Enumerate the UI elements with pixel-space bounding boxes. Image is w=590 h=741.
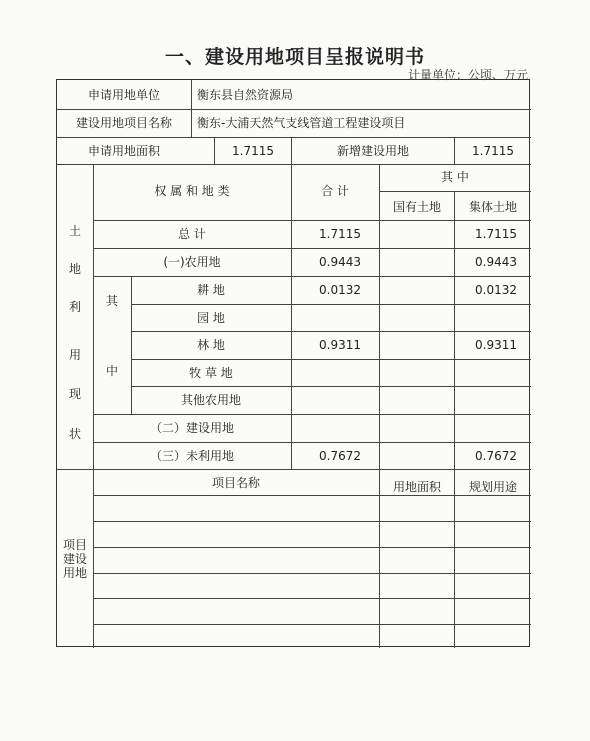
row-label: 林 地 <box>197 338 225 352</box>
row-line <box>131 331 531 332</box>
applicant-value: 衡东县自然资源局 <box>197 88 294 102</box>
row-line <box>93 573 531 574</box>
row-label: (一)农用地 <box>163 255 221 269</box>
row-line <box>93 276 531 277</box>
row-line <box>131 386 531 387</box>
row-line <box>131 304 531 305</box>
col-line <box>191 80 192 137</box>
col-line <box>131 276 132 414</box>
header-of-which: 其 中 <box>441 170 469 184</box>
col-line <box>454 137 455 164</box>
row-line <box>93 414 531 415</box>
header-total: 合 计 <box>321 184 349 198</box>
side-char: 土 <box>68 224 81 238</box>
row-label: 牧 草 地 <box>189 366 233 380</box>
side-char: 现 <box>68 387 81 401</box>
new-land-value: 1.7115 <box>472 144 514 158</box>
row-label: （三）未利用地 <box>149 449 235 463</box>
project-label: 建设用地项目名称 <box>75 116 173 130</box>
applicant-label: 申请用地单位 <box>87 88 161 102</box>
row-line <box>93 624 531 625</box>
row-total: 1.7115 <box>319 227 361 241</box>
project-side-label: 项目 <box>62 538 88 552</box>
project-value: 衡东-大浦天然气支线管道工程建设项目 <box>197 116 406 130</box>
report-form <box>56 79 530 647</box>
row-line <box>93 495 531 496</box>
header-planned-use: 规划用途 <box>468 480 518 494</box>
row-line <box>93 248 531 249</box>
row-total: 0.7672 <box>319 449 361 463</box>
area-value: 1.7115 <box>232 144 274 158</box>
row-line <box>57 109 531 110</box>
row-line <box>93 220 531 221</box>
row-line <box>93 521 531 522</box>
row-total: 0.9311 <box>319 338 361 352</box>
side-char: 状 <box>68 427 81 441</box>
project-side-label: 用地 <box>62 566 88 580</box>
row-collective: 1.7115 <box>475 227 517 241</box>
new-land-label: 新增建设用地 <box>336 144 410 158</box>
col-line <box>214 137 215 164</box>
row-collective: 0.7672 <box>475 449 517 463</box>
header-project-name: 项目名称 <box>211 476 261 490</box>
row-line <box>379 191 531 192</box>
row-line <box>93 547 531 548</box>
row-line <box>93 598 531 599</box>
col-line <box>93 164 94 648</box>
header-state-land: 国有土地 <box>392 200 442 214</box>
row-collective: 0.9443 <box>475 255 517 269</box>
of-which-char: 中 <box>105 364 118 378</box>
side-char: 地 <box>68 262 81 276</box>
row-line <box>131 359 531 360</box>
row-line <box>57 164 531 165</box>
col-line <box>379 164 380 648</box>
side-char: 利 <box>68 300 81 314</box>
header-collective-land: 集体土地 <box>468 200 518 214</box>
row-label: 总 计 <box>178 227 206 241</box>
row-label: 其他农用地 <box>180 393 242 407</box>
col-line <box>454 191 455 648</box>
row-label: （二）建设用地 <box>149 421 235 435</box>
row-line <box>93 442 531 443</box>
row-label: 园 地 <box>197 311 225 325</box>
area-label: 申请用地面积 <box>87 144 161 158</box>
row-line <box>57 137 531 138</box>
row-line <box>57 469 531 470</box>
page-title: 一、建设用地项目呈报说明书 <box>164 46 425 68</box>
of-which-char: 其 <box>105 294 118 308</box>
header-land-type: 权 属 和 地 类 <box>154 184 230 198</box>
col-line <box>291 164 292 469</box>
header-land-area: 用地面积 <box>392 480 442 494</box>
row-collective: 0.9311 <box>475 338 517 352</box>
row-collective: 0.0132 <box>475 283 517 297</box>
row-total: 0.9443 <box>319 255 361 269</box>
side-char: 用 <box>68 348 81 362</box>
col-line <box>291 137 292 164</box>
project-side-label: 建设 <box>62 552 88 566</box>
unit-label: 计量单位：公顷、万元 <box>407 68 528 82</box>
row-total: 0.0132 <box>319 283 361 297</box>
row-label: 耕 地 <box>197 283 225 297</box>
